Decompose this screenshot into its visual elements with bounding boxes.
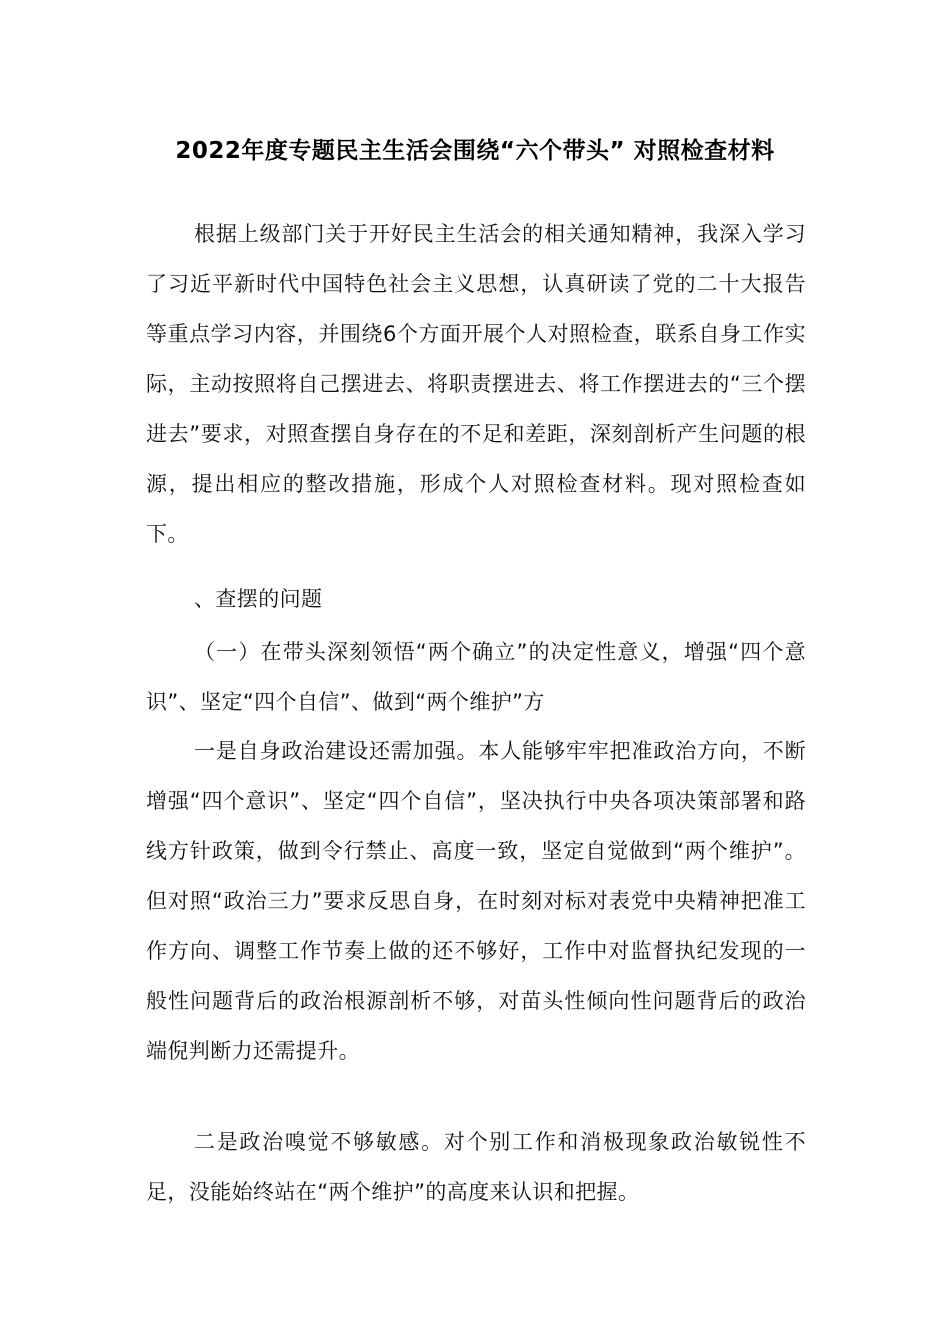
intro-paragraph: 根据上级部门关于开好民主生活会的相关通知精神，我深入学习了习近平新时代中国特色社会主义思想，认真研读了党的二十大报告等重点学习内容，并围绕6个方面开展个人对照检查，联系自身工作实际，主动按照将自己摆进去、将职责摆进去、将工作摆进去的“三个摆进去”要求，对照查摆自身存在的不足和差距，深刻剖析产生问题的根源，提出相应的整改措施，形成个人对照检查材料。现对照检查如下。 xyxy=(146,222,806,546)
document-title: 2022年度专题民主生活会围绕“六个带头” 对照检查材料 xyxy=(175,138,775,164)
point-two-paragraph: 二是政治嗅觉不够敏感。对个别工作和消极现象政治敏锐性不足，没能始终站在“两个维护”的高度来认识和把握。 xyxy=(146,1130,806,1204)
point-one-paragraph: 一是自身政治建设还需加强。本人能够牢牢把准政治方向，不断增强“四个意识”、坚定“四个自信”，坚决执行中央各项决策部署和路线方针政策，做到令行禁止、高度一致，坚定自觉做到“两个维护”。但对照“政治三力”要求反思自身，在时刻对标对表党中央精神把准工作方向、调整工作节奏上做的还不够好，工作中对监督执纪发现的一般性问题背后的政治根源剖析不够，对苗头性倾向性问题背后的政治端倪判断力还需提升。 xyxy=(146,739,806,1063)
subsection-heading: （一）在带头深刻领悟“两个确立”的决定性意义，增强“四个意识”、坚定“四个自信”、做到“两个维护”方 xyxy=(146,640,806,714)
section-heading: 、查摆的问题 xyxy=(194,587,323,611)
